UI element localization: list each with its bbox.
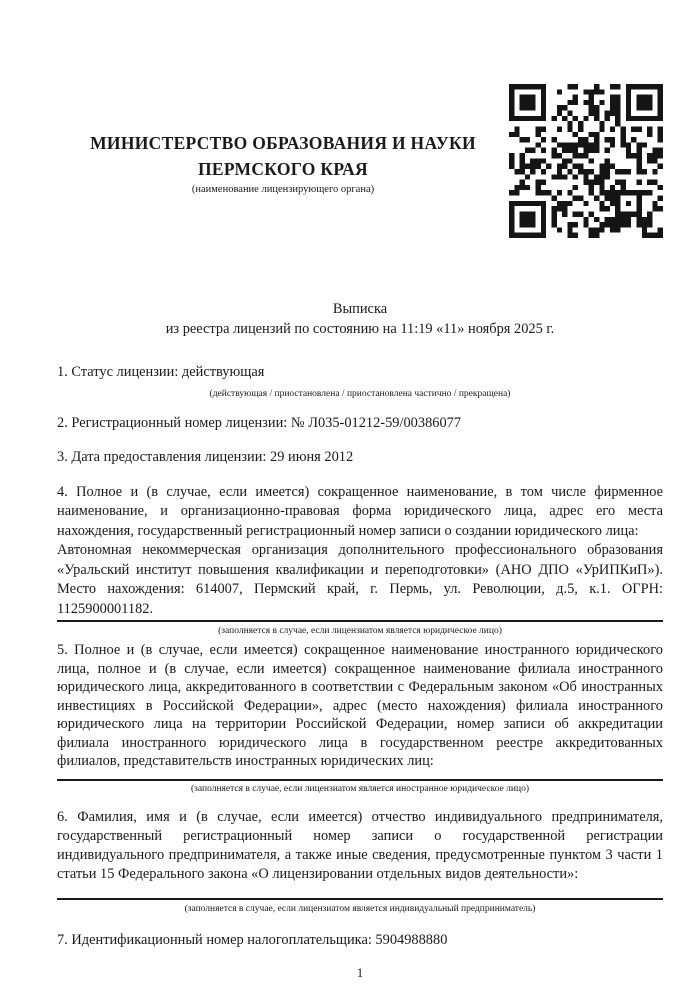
- qr-code: [509, 84, 663, 238]
- legal-entity-clause: 4. Полное и (в случае, если имеется) сокращенное наименование, в том числе фирменное наименование, и организационно-правовая форма юридического лица, адрес его места нахождения, государственный регистрационный номер записи о создании юридического лица:: [57, 483, 663, 539]
- ministry-name-line2: ПЕРМСКОГО КРАЯ: [198, 159, 368, 179]
- foreign-entity-section: [57, 641, 663, 796]
- fill-line-divider: [57, 898, 663, 900]
- foreign-entity-caption: (заполняется в случае, если лицензиатом является иностранное юридическое лицо): [191, 783, 529, 794]
- document-title: Выписка: [332, 301, 388, 317]
- license-status-line: 1. Статус лицензии: действующая: [57, 364, 265, 380]
- entrepreneur-caption: (заполняется в случае, если лицензиатом является индивидуальный предприниматель): [184, 903, 536, 914]
- status-options-caption: (действующая / приостановлена / приостановлена частично / прекращена): [209, 388, 511, 399]
- registration-number-line: 2. Регистрационный номер лицензии: № Л035-01212-59/00386077: [57, 414, 462, 431]
- document-subtitle: из реестра лицензий по состоянию на 11:19 «11» ноября 2025 г.: [165, 320, 555, 337]
- entrepreneur-clause: 6. Фамилия, имя и (в случае, если имеется) отчество индивидуального предпринимателя, государственный регистрационный номер записи о государственной регистрации индивидуального предпринимателя, а также иные сведения, предусмотренные пунктом 3 части 1 статьи 15 Федерального закона «О лицензировании отдельных видов деятельности»:: [57, 808, 663, 882]
- fill-line-divider: [57, 779, 663, 781]
- ministry-caption: (наименование лицензирующего органа): [191, 184, 375, 195]
- page-number: 1: [356, 965, 364, 980]
- legal-entity-value: Автономная некоммерческая организация дополнительного профессионального образования «Уральский институт повышения квалификации и переподготовки» (АНО ДПО «УрИПКиП»). Место нахождения: 614007, Пермский край, г. Пермь, ул. Революции, д.5, к.1. ОГРН: 1125900001182.: [57, 542, 663, 617]
- ministry-name: [57, 130, 509, 182]
- fill-line-divider: [57, 620, 663, 622]
- ministry-name-line1: МИНИСТЕРСТВО ОБРАЗОВАНИЯ И НАУКИ: [90, 133, 476, 153]
- legal-entity-section: [57, 483, 663, 639]
- legal-entity-caption: (заполняется в случае, если лицензиатом является юридическое лицо): [218, 626, 502, 636]
- taxpayer-id-line: 7. Идентификационный номер налогоплательщика: 5904988880: [57, 931, 448, 948]
- entrepreneur-section: [57, 808, 663, 916]
- licensing-authority-block: [57, 84, 509, 196]
- license-status-section: [57, 363, 663, 401]
- foreign-entity-clause: 5. Полное и (в случае, если имеется) сокращенное наименование иностранного юридического лица, полное и (в случае, если имеется) сокращенное наименование филиала иностранного юридического лица, аккредитованного в соответствии с Федеральным законом «Об иностранных инвестициях в Российской Федерации», адрес (место нахождения) филиала иностранного юридического лица на территории Российской Федерации, номер записи об аккредитации филиала иностранного юридического лица в государственном реестре аккредитованных филиалов, представительств иностранных юридических лиц:: [57, 642, 663, 769]
- document-title-block: [57, 300, 663, 339]
- document-header: [57, 0, 663, 238]
- license-date-line: 3. Дата предоставления лицензии: 29 июня 2012: [57, 449, 354, 465]
